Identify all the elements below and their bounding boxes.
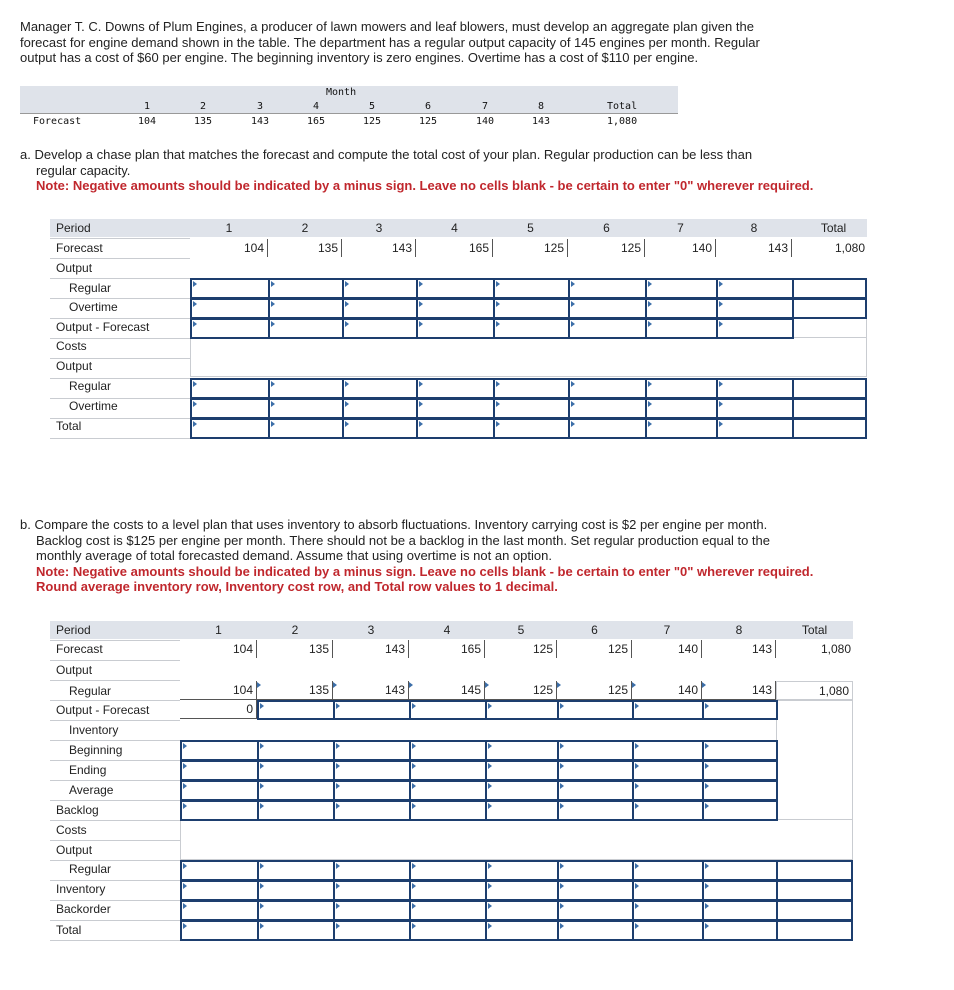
chase-row-line-3 [50,298,190,299]
level-row-line-13 [50,900,180,901]
chase-row-line-4 [50,318,190,319]
level-row-line-5 [50,740,180,741]
level-period-2: 2 [291,623,299,637]
part-a-text [20,147,813,194]
part-b-line-2: Backlog cost is $125 per engine per month. There should not be a backlog in the last month. Set regular production equal to the [36,532,771,548]
level-costs-blank-region [180,818,853,860]
chase-regular-input-5[interactable] [493,278,570,299]
chase-omf-total-blank [792,318,867,338]
chase-forecast-8: 143 [767,241,788,255]
problem-statement [20,19,760,66]
level-total-total-input[interactable] [776,920,853,941]
level-total-input-8[interactable] [702,920,778,941]
level-cost-backorder-label: Backorder [56,902,111,916]
level-cost-regular-input-4[interactable] [409,860,487,881]
chase-output-minus-forecast-input-5[interactable] [493,318,570,339]
forecast-month-8: 8 [538,101,545,112]
chase-overtime-input-1[interactable] [190,298,270,319]
level-period-label: Period [56,623,91,637]
level-cost-backorder-input-8[interactable] [702,900,778,921]
chase-total-input-3[interactable] [342,418,418,439]
level-omf-value-1: 0 [246,702,253,716]
level-average-label: Average [69,783,114,797]
level-regular-cell-6 [557,681,632,700]
forecast-value-4: 165 [307,116,326,127]
level-ending-input-3[interactable] [333,760,411,781]
chase-cost-regular-input-7[interactable] [645,378,718,399]
level-average-input-3[interactable] [333,780,411,801]
chase-forecast-2: 135 [317,241,338,255]
level-ending-label: Ending [69,763,107,777]
level-beginning-input-3[interactable] [333,740,411,761]
level-regular-value-2: 135 [308,683,329,697]
chase-output-minus-forecast-input-4[interactable] [416,318,495,339]
level-total-label: Total [56,923,82,937]
forecast-value-7: 140 [476,116,495,127]
level-cost-inventory-total-input[interactable] [776,880,853,901]
forecast-total-label: Total [607,101,638,112]
level-backlog-input-5[interactable] [485,800,559,821]
part-a-line-1: a. Develop a chase plan that matches the forecast and compute the total cost of your plan. Regular production can be less than [20,147,753,162]
problem-line-1: Manager T. C. Downs of Plum Engines, a producer of lawn mowers and leaf blowers, must develop an aggregate plan given the [20,19,754,34]
chase-regular-input-7[interactable] [645,278,718,299]
chase-regular-input-4[interactable] [416,278,495,299]
level-forecast-label: Forecast [56,642,103,656]
chase-overtime-label: Overtime [69,300,118,314]
chase-forecast-4: 165 [468,241,489,255]
chase-cost-regular-input-1[interactable] [190,378,270,399]
chase-cost-overtime-input-7[interactable] [645,398,718,419]
chase-period-label: Period [56,221,91,235]
forecast-value-3: 143 [251,116,270,127]
chase-cost-overtime-input-1[interactable] [190,398,270,419]
level-cost-regular-label: Regular [69,862,112,876]
chase-period-5: 5 [527,221,534,235]
level-period-3: 3 [367,623,375,637]
chase-total-input-6[interactable] [568,418,647,439]
level-cost-backorder-input-6[interactable] [557,900,634,921]
chase-total-input-5[interactable] [493,418,570,439]
level-cost-backorder-input-3[interactable] [333,900,411,921]
chase-cost-overtime-input-5[interactable] [493,398,570,419]
forecast-month-3: 3 [257,101,264,112]
chase-row-line-1 [50,258,190,259]
chase-row-line-8 [50,398,190,399]
chase-overtime-input-6[interactable] [568,298,647,319]
part-b-line-1: b. Compare the costs to a level plan that uses inventory to absorb fluctuations. Inventory carrying cost is $2 per engine per month. [20,517,768,532]
level-average-input-8[interactable] [702,780,778,801]
forecast-month-2: 2 [200,101,207,112]
level-ending-input-1[interactable] [180,760,259,781]
level-regular-value-1: 104 [232,683,253,697]
level-cost-backorder-input-5[interactable] [485,900,559,921]
chase-output-minus-forecast-input-3[interactable] [342,318,418,339]
level-beginning-input-6[interactable] [557,740,634,761]
level-forecast-8: 143 [751,642,772,656]
level-cost-inventory-input-8[interactable] [702,880,778,901]
level-average-input-7[interactable] [632,780,704,801]
chase-row-line-10 [50,438,190,439]
level-ending-input-8[interactable] [702,760,778,781]
level-total-input-7[interactable] [632,920,704,941]
part-b-note-1: Note: Negative amounts should be indicated by a minus sign. Leave no cells blank - be certain to enter "0" wherever required. [36,563,814,579]
level-average-input-6[interactable] [557,780,634,801]
level-backlog-label: Backlog [56,803,99,817]
chase-output-minus-forecast-input-6[interactable] [568,318,647,339]
level-row-line-3 [50,700,180,701]
chase-regular-input-8[interactable] [716,278,794,299]
problem-line-2: forecast for engine demand shown in the table. The department has a regular output capacity of 145 engines per month. Regular [20,34,760,50]
level-regular-cell-7 [632,681,702,700]
chase-period-6: 6 [603,221,610,235]
level-period-1: 1 [215,623,222,637]
level-forecast-5: 125 [532,642,553,656]
level-omf-input-6[interactable] [557,700,634,720]
level-backlog-input-3[interactable] [333,800,411,821]
chase-cost-regular-input-6[interactable] [568,378,647,399]
chase-forecast-1: 104 [243,241,264,255]
level-average-input-5[interactable] [485,780,559,801]
level-period-4: 4 [443,623,451,637]
level-regular-value-5: 125 [532,683,553,697]
part-a-note: Note: Negative amounts should be indicated by a minus sign. Leave no cells blank - be certain to enter "0" wherever required. [36,178,814,193]
level-omf-input-3[interactable] [333,700,411,720]
chase-regular-input-1[interactable] [190,278,270,299]
chase-total-input-1[interactable] [190,418,270,439]
level-cost-inventory-label: Inventory [56,882,106,896]
level-ending-input-2[interactable] [257,760,335,781]
chase-cost-overtime-label: Overtime [69,399,118,413]
part-a-line-2: regular capacity. [36,162,131,178]
level-beginning-input-7[interactable] [632,740,704,761]
level-period-8: 8 [735,623,743,637]
chase-output-minus-forecast-input-1[interactable] [190,318,270,339]
chase-regular-label: Regular [69,281,112,295]
chase-total-total-input[interactable] [792,418,867,439]
level-row-line-6 [50,760,180,761]
level-row-line-15 [50,940,180,941]
level-omf-cell-1 [180,700,257,719]
chase-cost-overtime-input-2[interactable] [268,398,344,419]
level-row-line-7 [50,780,180,781]
level-total-blank-column [776,700,853,820]
chase-forecast-label: Forecast [56,241,103,255]
level-row-line-14 [50,920,180,921]
chase-regular-input-2[interactable] [268,278,344,299]
forecast-divider [20,113,678,114]
forecast-month-1: 1 [144,101,151,112]
level-regular-cell-1 [180,681,257,700]
level-cost-inventory-input-2[interactable] [257,880,335,901]
level-backlog-input-4[interactable] [409,800,487,821]
level-beginning-input-1[interactable] [180,740,259,761]
level-beginning-input-5[interactable] [485,740,559,761]
forecast-total-value: 1,080 [607,116,638,127]
level-average-input-1[interactable] [180,780,259,801]
chase-row-line-6 [50,358,190,359]
level-backlog-input-1[interactable] [180,800,259,821]
level-regular-cell-2 [257,681,333,700]
chase-cost-regular-input-8[interactable] [716,378,794,399]
chase-cost-regular-total-input[interactable] [792,378,867,399]
chase-overtime-input-7[interactable] [645,298,718,319]
chase-regular-total-input[interactable] [792,278,867,299]
chase-row-line-2 [50,278,190,279]
chase-total-label: Total [56,419,82,433]
level-cost-regular-input-5[interactable] [485,860,559,881]
level-omf-input-5[interactable] [485,700,559,720]
level-omf-input-7[interactable] [632,700,704,720]
level-beginning-label: Beginning [69,743,123,757]
forecast-month-label: Month [326,87,357,98]
level-total-input-6[interactable] [557,920,634,941]
chase-cost-overtime-input-6[interactable] [568,398,647,419]
level-omf-label: Output - Forecast [56,703,150,717]
chase-overtime-input-5[interactable] [493,298,570,319]
forecast-row-label: Forecast [33,116,82,127]
level-omf-input-2[interactable] [257,700,335,720]
level-omf-input-4[interactable] [409,700,487,720]
chase-period-8: 8 [750,221,758,235]
level-beginning-input-8[interactable] [702,740,778,761]
level-row-line-1 [50,660,180,661]
forecast-month-6: 6 [425,101,432,112]
level-row-line-10 [50,840,180,841]
level-cost-regular-input-7[interactable] [632,860,704,881]
level-cost-backorder-input-1[interactable] [180,900,259,921]
chase-output-minus-forecast-label: Output - Forecast [56,320,150,334]
level-row-line-2 [50,680,180,681]
chase-cost-overtime-input-4[interactable] [416,398,495,419]
level-output-label: Output [56,663,93,677]
level-period-5: 5 [517,623,525,637]
level-total-input-4[interactable] [409,920,487,941]
chase-period-7: 7 [677,221,684,235]
level-omf-input-8[interactable] [702,700,778,720]
forecast-value-6: 125 [419,116,438,127]
level-cost-regular-input-1[interactable] [180,860,259,881]
chase-forecast-total: 1,080 [834,241,865,255]
level-forecast-7: 140 [677,642,698,656]
chase-cost-regular-input-5[interactable] [493,378,570,399]
level-cost-backorder-input-7[interactable] [632,900,704,921]
chase-output-minus-forecast-input-8[interactable] [716,318,794,339]
level-period-7: 7 [663,623,671,637]
forecast-month-7: 7 [482,101,489,112]
part-b-note-2: Round average inventory row, Inventory cost row, and Total row values to 1 decimal. [36,579,558,594]
level-ending-input-5[interactable] [485,760,559,781]
chase-row-line-5 [50,338,190,339]
chase-period-3: 3 [375,221,383,235]
level-cost-regular-total-input[interactable] [776,860,853,881]
level-forecast-6: 125 [607,642,628,656]
level-forecast-2: 135 [308,642,329,656]
level-total-input-3[interactable] [333,920,411,941]
level-regular-cell-4 [409,681,485,700]
level-row-line-12 [50,880,180,881]
level-backlog-input-6[interactable] [557,800,634,821]
level-average-input-4[interactable] [409,780,487,801]
level-backlog-input-2[interactable] [257,800,335,821]
level-total-header: Total [801,623,828,637]
chase-row-line-7 [50,378,190,379]
level-cost-inventory-input-5[interactable] [485,880,559,901]
level-forecast-4: 165 [460,642,481,656]
chase-output-minus-forecast-input-7[interactable] [645,318,718,339]
chase-cost-output-label: Output [56,359,93,373]
level-beginning-input-4[interactable] [409,740,487,761]
chase-regular-input-3[interactable] [342,278,418,299]
forecast-value-8: 143 [532,116,551,127]
level-row-line-11 [50,860,180,861]
level-costs-label: Costs [56,823,87,837]
chase-overtime-input-2[interactable] [268,298,344,319]
chase-costs-label: Costs [56,339,87,353]
level-beginning-input-2[interactable] [257,740,335,761]
chase-forecast-3: 143 [391,241,412,255]
chase-period-2: 2 [301,221,309,235]
level-cost-regular-input-8[interactable] [702,860,778,881]
level-cost-backorder-input-2[interactable] [257,900,335,921]
chase-row-line-0 [50,238,190,239]
chase-total-input-2[interactable] [268,418,344,439]
level-row-line-4 [50,720,180,721]
level-total-input-5[interactable] [485,920,559,941]
level-regular-value-7: 140 [677,683,698,697]
chase-row-line-9 [50,418,190,419]
chase-total-input-4[interactable] [416,418,495,439]
level-ending-input-4[interactable] [409,760,487,781]
level-forecast-total: 1,080 [820,642,851,656]
level-cost-inventory-input-4[interactable] [409,880,487,901]
level-regular-cell-3 [333,681,409,700]
chase-cost-regular-input-4[interactable] [416,378,495,399]
forecast-value-5: 125 [363,116,382,127]
chase-period-4: 4 [451,221,458,235]
chase-output-minus-forecast-input-2[interactable] [268,318,344,339]
level-backlog-input-8[interactable] [702,800,778,821]
level-cost-backorder-input-4[interactable] [409,900,487,921]
level-regular-value-4: 145 [460,683,481,697]
level-cost-inventory-input-7[interactable] [632,880,704,901]
level-average-input-2[interactable] [257,780,335,801]
part-b-line-3: monthly average of total forecasted demand. Assume that using overtime is not an option. [36,548,552,563]
forecast-month-4: 4 [313,101,320,112]
chase-cost-overtime-input-3[interactable] [342,398,418,419]
level-cost-inventory-input-1[interactable] [180,880,259,901]
level-backlog-input-7[interactable] [632,800,704,821]
level-row-line-0 [50,640,180,641]
level-regular-value-6: 125 [607,683,628,697]
chase-costs-blank-region [190,337,867,377]
chase-output-label: Output [56,261,93,275]
chase-forecast-5: 125 [543,241,564,255]
chase-cost-regular-input-3[interactable] [342,378,418,399]
chase-period-1: 1 [225,221,233,235]
level-regular-cell-8 [702,681,776,700]
level-row-line-9 [50,820,180,821]
problem-line-3: output has a cost of $60 per engine. The beginning inventory is zero engines. Overtime has a cost of $110 per engine. [20,50,699,65]
level-cost-backorder-total-input[interactable] [776,900,853,921]
level-ending-input-7[interactable] [632,760,704,781]
chase-total-input-8[interactable] [716,418,794,439]
level-regular-value-8: 143 [751,683,772,697]
level-regular-label: Regular [69,684,112,698]
chase-cost-regular-label: Regular [69,379,112,393]
level-regular-total-value: 1,080 [818,684,849,698]
forecast-value-1: 104 [138,116,157,127]
chase-overtime-input-8[interactable] [716,298,794,319]
chase-total-input-7[interactable] [645,418,718,439]
chase-overtime-total-input[interactable] [792,298,867,319]
level-cost-inventory-input-3[interactable] [333,880,411,901]
level-forecast-1: 104 [232,642,253,656]
forecast-value-2: 135 [194,116,213,127]
level-cost-regular-input-6[interactable] [557,860,634,881]
chase-forecast-6: 125 [620,241,641,255]
forecast-month-5: 5 [369,101,376,112]
level-regular-cell-5 [485,681,557,700]
level-cost-output-label: Output [56,843,93,857]
level-cost-inventory-input-6[interactable] [557,880,634,901]
level-row-line-8 [50,800,180,801]
chase-forecast-7: 140 [691,241,712,255]
level-cost-regular-input-2[interactable] [257,860,335,881]
level-regular-value-3: 143 [384,683,405,697]
level-total-input-2[interactable] [257,920,335,941]
level-forecast-3: 143 [384,642,405,656]
level-period-6: 6 [591,623,598,637]
chase-overtime-input-4[interactable] [416,298,495,319]
chase-cost-regular-input-2[interactable] [268,378,344,399]
chase-regular-input-6[interactable] [568,278,647,299]
chase-overtime-input-3[interactable] [342,298,418,319]
chase-cost-overtime-input-8[interactable] [716,398,794,419]
level-inventory-label: Inventory [69,723,119,737]
chase-cost-overtime-total-input[interactable] [792,398,867,419]
part-b-text [20,517,813,595]
level-ending-input-6[interactable] [557,760,634,781]
chase-total-header: Total [820,221,847,235]
level-cost-regular-input-3[interactable] [333,860,411,881]
level-total-input-1[interactable] [180,920,259,941]
level-regular-total [776,681,853,700]
